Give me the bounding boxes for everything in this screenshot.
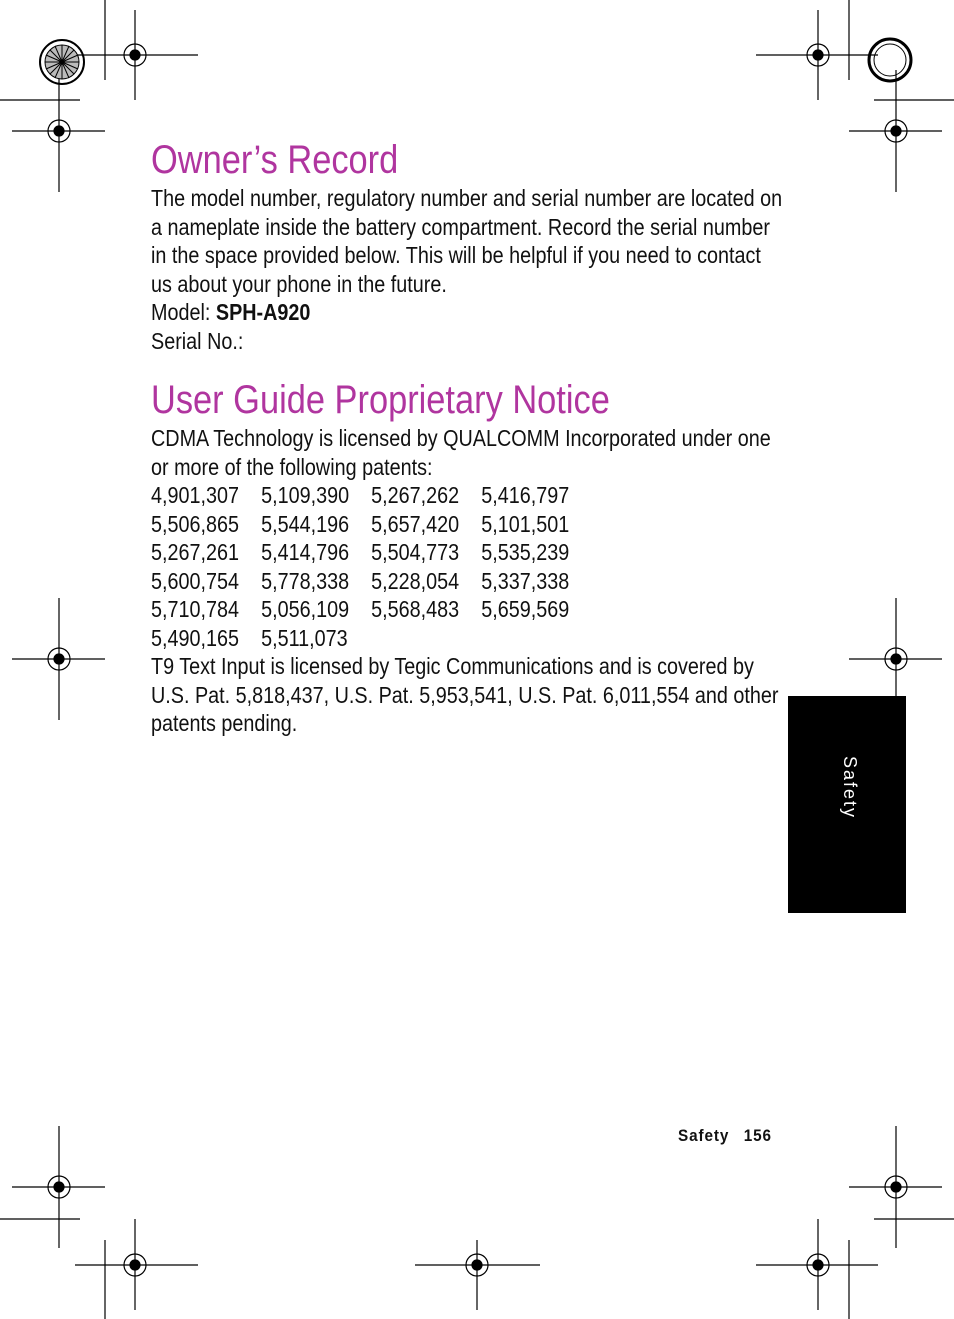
- patent-row: [151, 510, 598, 539]
- patent-number: 5,659,569: [481, 596, 570, 622]
- patent-number: 5,101,501: [481, 510, 570, 537]
- patent-row: [151, 481, 598, 510]
- model-line: [151, 298, 693, 327]
- owners-record-heading: Owner’s Record: [151, 138, 399, 182]
- registration-mark-icon: [849, 1126, 942, 1248]
- patent-number: 5,504,773: [371, 539, 460, 565]
- patent-number: 5,228,054: [371, 567, 460, 594]
- patent-row: [151, 538, 598, 567]
- registration-mark-icon: [12, 1126, 105, 1248]
- patent-number: 5,109,390: [261, 482, 350, 508]
- registration-mark-icon: [12, 598, 105, 720]
- patent-number: 5,511,073: [261, 624, 348, 651]
- patent-number: 5,600,754: [151, 567, 240, 594]
- patent-row: [151, 595, 598, 624]
- patent-number: 5,568,483: [371, 596, 460, 622]
- section-tab: [788, 696, 906, 913]
- patent-number: 5,267,261: [151, 539, 240, 565]
- patent-number: 5,778,338: [261, 567, 350, 594]
- section-tab-label: Safety: [840, 756, 860, 820]
- page-number: 156: [743, 1126, 772, 1145]
- patent-number: 5,414,796: [261, 539, 350, 565]
- page-content: [151, 136, 783, 738]
- registration-mark-icon: [75, 10, 198, 100]
- footer-section: Safety: [678, 1126, 730, 1145]
- patent-number: 5,337,338: [481, 567, 570, 594]
- registration-mark-icon: [849, 70, 942, 192]
- registration-mark-icon: [75, 1219, 198, 1310]
- notice-intro: CDMA Technology is licensed by QUALCOMM Incorporated under one or more of the following patents:: [151, 425, 771, 480]
- owners-record-body: The model number, regulatory number and serial number are located on a nameplate inside the battery compartment. Record the serial number in the space provided below. This will be helpful if you need to contact us about your phone in the future.: [151, 185, 783, 297]
- patent-number: 5,416,797: [481, 482, 570, 508]
- patent-number: 5,710,784: [151, 596, 240, 622]
- patent-number: 5,657,420: [371, 510, 460, 537]
- model-value: SPH-A920: [215, 299, 311, 325]
- registration-mark-icon: [756, 10, 878, 100]
- registration-mark-icon: [415, 1240, 540, 1310]
- color-wheel-icon: [40, 40, 84, 84]
- patent-number: 5,490,165: [151, 624, 240, 651]
- patent-list: [151, 481, 598, 652]
- model-label: Model:: [151, 299, 211, 325]
- patent-number: 4,901,307: [151, 482, 240, 508]
- registration-mark-icon: [756, 1219, 878, 1310]
- registration-mark-icon: [12, 70, 105, 192]
- patent-number: 5,267,262: [371, 482, 460, 508]
- patent-number: 5,506,865: [151, 510, 240, 537]
- page-footer: [678, 1126, 772, 1146]
- patent-number: 5,544,196: [261, 510, 350, 537]
- proprietary-notice-heading: User Guide Proprietary Notice: [151, 378, 610, 422]
- serial-label: Serial No.:: [151, 327, 244, 354]
- patent-number: 5,535,239: [481, 539, 570, 565]
- patent-row: [151, 567, 598, 596]
- patent-number: 5,056,109: [261, 596, 350, 622]
- t9-notice: T9 Text Input is licensed by Tegic Communications and is covered by U.S. Pat. 5,818,437, U.S. Pat. 5,953,541, U.S. Pat. 6,011,554 and other patents pending.: [151, 653, 779, 736]
- patent-row: [151, 624, 598, 653]
- color-wheel-icon: [869, 39, 911, 81]
